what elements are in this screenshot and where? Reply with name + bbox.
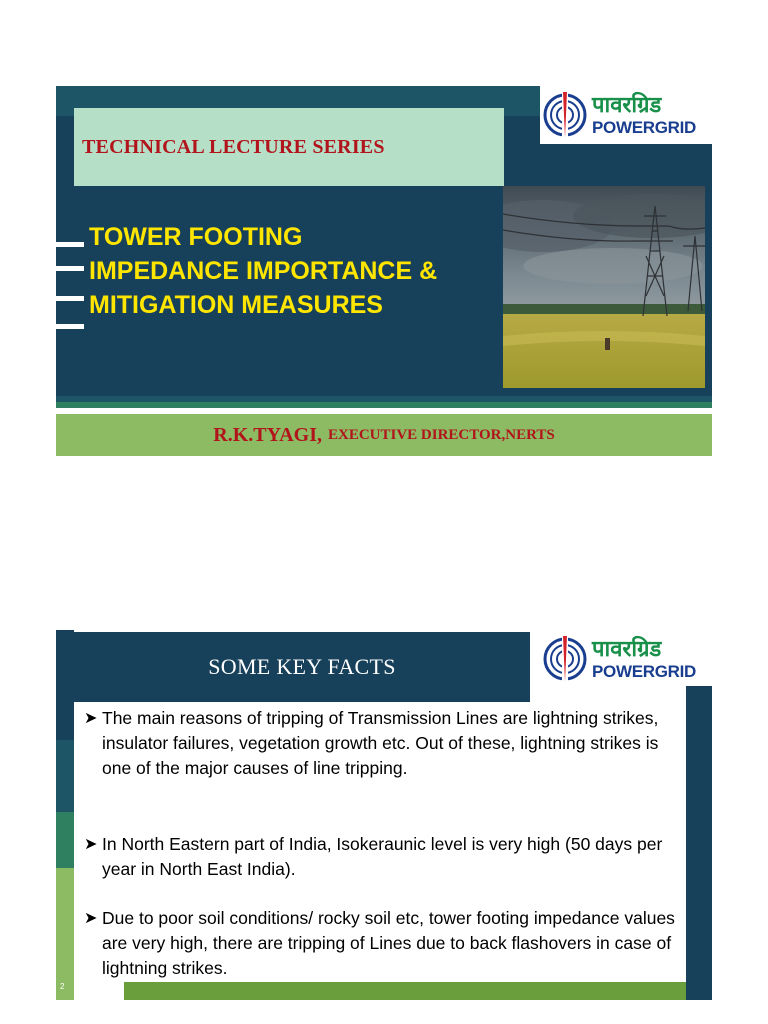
- slide-heading: SOME KEY FACTS: [208, 654, 396, 679]
- slide-header: [74, 632, 530, 702]
- fact-bullet: [84, 906, 684, 981]
- decor-dash: [56, 296, 84, 301]
- author-role: EXECUTIVE DIRECTOR,NERTS: [327, 426, 555, 443]
- logo-hindi-text: पावरग्रिड: [592, 92, 662, 118]
- fact-text: The main reasons of tripping of Transmission Lines are lightning strikes, insulator failures, vegetation growth etc. Out of these, lightning strikes is one of the major causes of line tripping.: [102, 708, 659, 778]
- arrow-bullet-icon: ➤: [84, 836, 98, 853]
- powergrid-emblem-icon: [542, 90, 588, 140]
- transmission-tower-photo: [503, 186, 705, 388]
- fact-text: Due to poor soil conditions/ rocky soil etc, tower footing impedance values are very high, there are tripping of Lines due to back flashovers in case of lightning strikes.: [102, 908, 675, 978]
- series-label: TECHNICAL LECTURE SERIES: [82, 135, 385, 158]
- logo-english-text: POWERGRID: [592, 661, 697, 681]
- key-facts-slide: [56, 630, 712, 1000]
- author-name: R.K.TYAGI,: [213, 423, 322, 446]
- series-banner: [74, 108, 504, 186]
- logo-hindi-text: पावरग्रिड: [592, 636, 662, 662]
- farmer-figure: [605, 338, 610, 350]
- arrow-bullet-icon: ➤: [84, 910, 98, 927]
- lecture-title: [89, 220, 509, 322]
- title-slide: [56, 86, 712, 456]
- fact-bullet: [84, 832, 684, 882]
- right-color-bar: [686, 686, 712, 1000]
- page-number: 2: [60, 982, 65, 991]
- arrow-bullet-icon: ➤: [84, 710, 98, 727]
- powergrid-logo: [540, 86, 712, 144]
- author-banner: [56, 414, 712, 456]
- logo-english-text: POWERGRID: [592, 117, 697, 137]
- powergrid-emblem-icon: [542, 634, 588, 684]
- decor-stripes: [56, 396, 712, 414]
- fact-bullet: [84, 706, 684, 781]
- title-line: MITIGATION MEASURES: [89, 291, 383, 319]
- facts-body: [74, 702, 686, 982]
- decor-dash: [56, 242, 84, 247]
- title-line: TOWER FOOTING: [89, 223, 303, 251]
- bottom-color-bar: [124, 982, 686, 1000]
- decor-dash: [56, 324, 84, 329]
- decor-dash: [56, 266, 84, 271]
- powergrid-logo: [540, 632, 712, 686]
- fact-text: In North Eastern part of India, Isokeraunic level is very high (50 days per year in North East India).: [102, 834, 663, 879]
- title-line: IMPEDANCE IMPORTANCE &: [89, 257, 438, 285]
- left-color-bar: [56, 630, 74, 1000]
